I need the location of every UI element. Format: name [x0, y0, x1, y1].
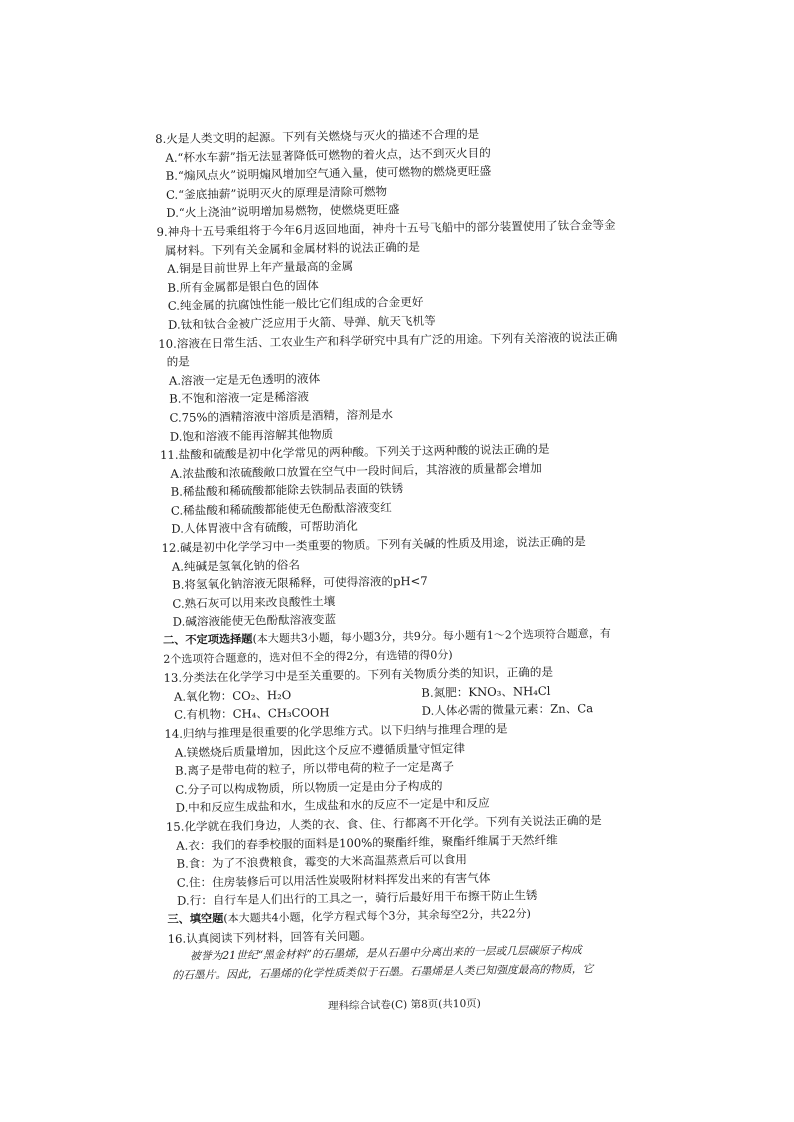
question-stem: 14.归纳与推理是很重要的化学思维方式。以下归纳与推理合理的是: [164, 721, 508, 741]
question-stem-cont: 属材料。下列有关金属和金属材料的说法正确的是: [164, 239, 421, 258]
question-stem: 13.分类法在化学学习中是至关重要的。下列有关物质分类的知识，正确的是: [163, 665, 554, 686]
question-stem: 16.认真阅读下列材料，回答有关问题。: [167, 928, 372, 946]
option-c: C.熟石灰可以用来改良酸性土壤: [172, 594, 336, 611]
question-14: [164, 717, 660, 818]
option-a: A.氧化物：CO₂、H₂O: [173, 687, 292, 704]
option-b: B.“煽风点火”说明煽风增加空气通入量，使可燃物的燃烧更旺盛: [165, 163, 492, 184]
option-c: C.分子可以构成物质，所以物质一定是由分子构成的: [175, 778, 443, 797]
section-title: 二、不定项选择题: [162, 632, 253, 647]
question-stem-cont: 的是: [166, 354, 190, 369]
option-b: B.稀盐酸和稀硫酸都能除去铁制品表面的铁锈: [170, 481, 404, 500]
question-13: [163, 661, 659, 725]
question-stem: 12.碱是初中化学学习中一类重要的物质。下列有关碱的性质及用途，说法正确的是: [161, 534, 586, 556]
option-a: A.衣：我们的春季校服的面料是100%的聚酯纤维，聚酯纤维属于天然纤维: [176, 832, 558, 853]
option-c: C.住：住房装修后可以用活性炭吸附材料挥发出来的有害气体: [176, 870, 491, 890]
option-d: D.人体胃液中含有硫酸，可帮助消化: [171, 519, 358, 537]
option-a: A.浓盐酸和浓硫酸敞口放置在空气中一段时间后，其溶液的质量都会增加: [170, 460, 542, 481]
question-stem: 15.化学就在我们身边，人类的衣、食、住、行都离不开化学。下列有关说法正确的是: [165, 813, 602, 834]
question-stem: 10.溶液在日常生活、工农业生产和科学研究中具有广泛的用途。下列有关溶液的说法正确: [158, 329, 618, 351]
reading-passage: 被誉为21世纪“黑金材料”的石墨烯，是从石墨中分离出来的一层或几层碳原子构成: [189, 943, 582, 963]
option-d: D.饱和溶液不能再溶解其他物质: [169, 426, 334, 444]
option-d: D.中和反应生成盐和水，生成盐和水的反应不一定是中和反应: [175, 796, 490, 816]
option-c: C.纯金属的抗腐蚀性能一般比它们组成的合金更好: [167, 295, 424, 314]
question-16: [168, 922, 664, 986]
option-d: D.钛和钛合金被广泛应用于火箭、导弹、航天飞机等: [167, 313, 436, 332]
question-stem: 8.火是人类文明的起源。下列有关燃烧与灭火的描述不合理的是: [155, 126, 480, 146]
option-b: B.离子是带电荷的粒子，所以带电荷的粒子一定是离子: [174, 759, 455, 778]
question-11: [160, 438, 656, 539]
option-c: C.75%的酒精溶液中溶质是酒精，溶剂是水: [169, 407, 394, 425]
option-b: B.不饱和溶液一定是稀溶液: [169, 389, 310, 407]
option-d: D.人体必需的微量元素：Zn、Ca: [421, 701, 594, 719]
option-a: A.纯碱是氢氧化钠的俗名: [171, 557, 300, 574]
option-c: C.有机物：CH₄、CH₃COOH: [174, 705, 330, 723]
option-c: C.“釜底抽薪”说明灭火的原理是清除可燃物: [165, 184, 388, 202]
option-d: D.“火上浇油”说明增加易燃物，使燃烧更旺盛: [166, 202, 400, 221]
question-12: [161, 531, 657, 632]
option-b: B.所有金属都是银白色的固体: [167, 278, 319, 295]
option-a: A.铜是目前世界上年产量最高的金属: [167, 259, 354, 276]
question-15: [166, 810, 662, 911]
option-d: D.碱溶液能使无色酚酞溶液变蓝: [172, 612, 337, 630]
question-10: [158, 327, 655, 446]
question-stem: 9.神舟十五号乘组将于今年6月返回地面，神舟十五号飞船中的部分装置使用了钛合金等金: [156, 217, 616, 239]
option-a: A.镁燃烧后质量增加，因此这个反应不遵循质量守恒定律: [174, 740, 466, 760]
question-8: [155, 122, 651, 223]
option-b: B.食：为了不浪费粮食，霉变的大米高温蒸煮后可以食用: [176, 852, 468, 871]
option-b: B.氮肥：KNO₃、NH₄Cl: [421, 683, 551, 700]
question-9: [156, 215, 653, 334]
option-a: A.溶液一定是无色透明的液体: [168, 371, 321, 388]
section-description: (本大题共4小题，化学方程式每个3分，其余每空2分，共22分): [223, 907, 531, 925]
option-d: D.行：自行车是人们出行的工具之一，骑行后最好用干布擦干防止生锈: [177, 888, 538, 909]
option-b: B.将氢氧化钠溶液无限稀释，可使得溶液的pH<7: [172, 574, 428, 593]
question-stem: 11.盐酸和硫酸是初中化学常见的两种酸。下列关于这两种酸的说法正确的是: [159, 441, 550, 463]
reading-passage-cont: 的石墨片。因此，石墨烯的化学性质类似于石墨。石墨烯是人类已知强度最高的物质，它: [172, 961, 594, 982]
page-content: [155, 122, 663, 985]
section-title: 三、填空题: [167, 911, 224, 926]
option-c: C.稀盐酸和稀硫酸都能使无色酚酞溶液变红: [170, 500, 392, 518]
section-2-description-cont: 2个选项符合题意的，选对但不全的得2分，有选错的得0分): [163, 648, 453, 666]
page-footer: 理科综合试卷(C) 第8页(共10页): [327, 997, 481, 1013]
section-description: (本大题共3小题，每小题3分，共9分。每小题有1～2个选项符合题意，有: [252, 626, 611, 646]
option-a: A.“杯水车薪”指无法显著降低可燃物的着火点，达不到灭火目的: [165, 145, 491, 165]
